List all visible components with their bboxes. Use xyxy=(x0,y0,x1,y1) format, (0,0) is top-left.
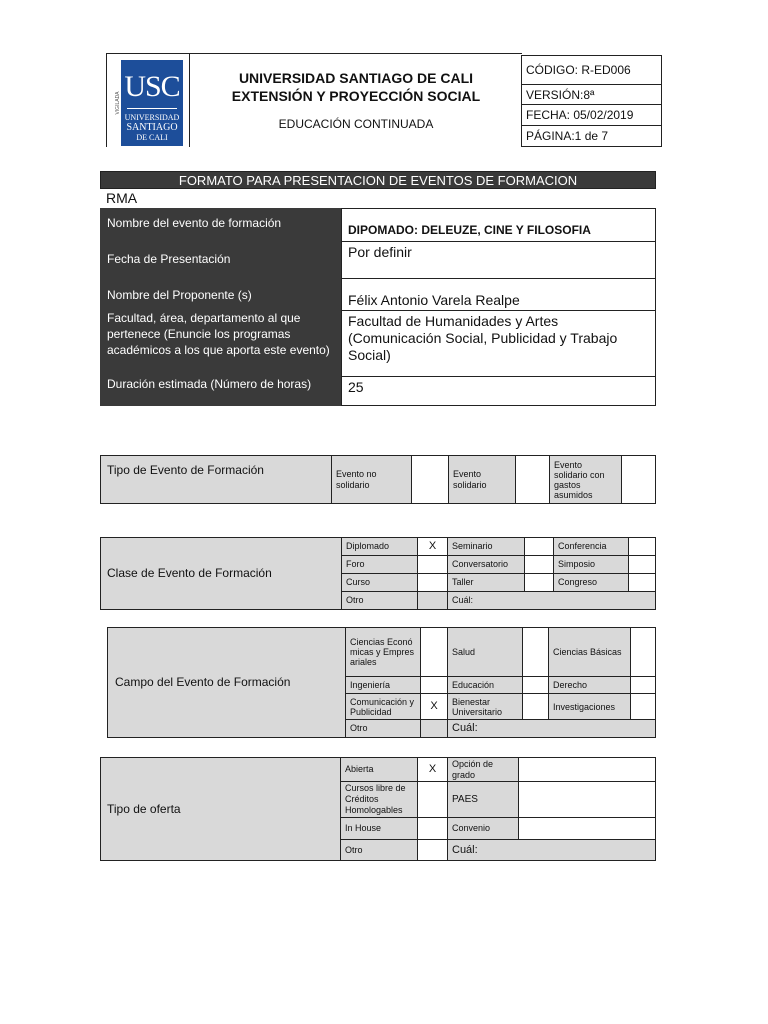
campo-c2-0: Salud xyxy=(447,627,523,677)
campo-box-basicas[interactable] xyxy=(630,627,656,677)
clase-c1-3: Otro xyxy=(341,591,418,610)
campo-c1-0: Ciencias Económicas y Empresariales xyxy=(345,627,421,677)
oferta-c1-0: Abierta xyxy=(340,757,418,782)
value-nombre-evento-text: DIPOMADO: DELEUZE, CINE Y FILOSOFIA xyxy=(348,223,591,237)
clase-box-congreso[interactable] xyxy=(628,573,656,592)
campo-c2-1: Educación xyxy=(447,676,523,694)
clase-box-conferencia[interactable] xyxy=(628,537,656,556)
oferta-box-in-house[interactable] xyxy=(417,817,448,840)
oferta-box-otro[interactable] xyxy=(417,839,448,861)
oferta-box-convenio[interactable] xyxy=(518,817,656,840)
usc-logo xyxy=(121,60,183,146)
tipo-opt-solidario xyxy=(448,455,516,504)
logo-line2: SANTIAGO xyxy=(126,122,178,133)
oferta-c1-2: In House xyxy=(340,817,418,840)
campo-c1-3: Otro xyxy=(345,719,421,738)
tipo-oferta-label xyxy=(100,757,341,861)
oferta-c2-0: Opción de grado xyxy=(447,757,519,782)
oferta-c2-2: Convenio xyxy=(447,817,519,840)
campo-box-ingenieria[interactable] xyxy=(420,676,448,694)
campo-c3-0: Ciencias Básicas xyxy=(548,627,631,677)
clase-box-otro[interactable] xyxy=(417,591,448,610)
oferta-box-paes[interactable] xyxy=(518,781,656,818)
clase-box-foro[interactable] xyxy=(417,555,448,574)
clase-cual[interactable]: Cuál: xyxy=(447,591,656,610)
oferta-box-cursos-libre[interactable] xyxy=(417,781,448,818)
clase-box-conversatorio[interactable] xyxy=(524,555,554,574)
value-fecha: Por definir xyxy=(341,241,656,279)
campo-box-educacion[interactable] xyxy=(522,676,549,694)
campo-c3-2: Investigaciones xyxy=(548,693,631,720)
value-proponente xyxy=(341,278,656,311)
campo-c2-2: Bienestar Universitario xyxy=(447,693,523,720)
value-proponente-text: Félix Antonio Varela Realpe xyxy=(348,292,520,308)
clase-box-taller[interactable] xyxy=(524,573,554,592)
oferta-c1-3: Otro xyxy=(340,839,418,861)
campo-box-comunicacion[interactable]: X xyxy=(420,693,448,720)
oferta-cual[interactable]: Cuál: xyxy=(447,839,656,861)
meta-codigo: CÓDIGO: R-ED006 xyxy=(521,55,662,85)
clase-evento-label-text: Clase de Evento de Formación xyxy=(107,566,272,580)
meta-version: VERSIÓN:8ª xyxy=(521,84,662,105)
clase-evento-label xyxy=(100,537,342,610)
tipo-opt-no-solidario xyxy=(331,455,412,504)
clase-box-curso[interactable] xyxy=(417,573,448,592)
campo-box-economicas[interactable] xyxy=(420,627,448,677)
clase-c2-2: Taller xyxy=(447,573,525,592)
clase-c3-0: Conferencia xyxy=(553,537,629,556)
meta-pagina: PÁGINA:1 de 7 xyxy=(521,125,662,147)
header-title-2: EXTENSIÓN Y PROYECCIÓN SOCIAL xyxy=(231,88,481,104)
campo-box-bienestar[interactable] xyxy=(522,693,549,720)
clase-c1-0: Diplomado xyxy=(341,537,418,556)
logo-side-text: VIGILADA xyxy=(115,91,121,115)
oferta-c1-1: Cursos libre de Créditos Homologables xyxy=(340,781,418,818)
header-subtitle: EDUCACIÓN CONTINUADA xyxy=(278,117,434,131)
campo-box-otro[interactable] xyxy=(420,719,448,738)
clase-c2-1: Conversatorio xyxy=(447,555,525,574)
campo-c1-1: Ingeniería xyxy=(345,676,421,694)
value-duracion: 25 xyxy=(341,376,656,406)
clase-c1-2: Curso xyxy=(341,573,418,592)
tipo-evento-label-text: Tipo de Evento de Formación xyxy=(107,463,264,477)
header-title-1: UNIVERSIDAD SANTIAGO DE CALI xyxy=(238,70,474,86)
form-title-cont: RMA xyxy=(106,190,138,206)
label-facultad: Facultad, área, departamento al que pertenece (Enuncie los programas académicos a los que aporta este evento) xyxy=(107,311,330,357)
tipo-box-no-solidario[interactable] xyxy=(411,455,449,504)
clase-box-seminario[interactable] xyxy=(524,537,554,556)
clase-c2-0: Seminario xyxy=(447,537,525,556)
label-nombre-evento: Nombre del evento de formación xyxy=(107,216,282,230)
tipo-box-solidario[interactable] xyxy=(515,455,550,504)
tipo-opt2-text: Evento solidario xyxy=(453,468,487,490)
label-duracion: Duración estimada (Número de horas) xyxy=(107,377,312,391)
tipo-opt3-text: Evento solidario con gastos asumidos xyxy=(554,459,605,500)
value-nombre-evento xyxy=(341,208,656,242)
header-divider xyxy=(189,53,190,147)
form-title: FORMATO PARA PRESENTACION DE EVENTOS DE FORMACION xyxy=(100,171,656,189)
logo-line3: DE CALI xyxy=(136,133,168,142)
campo-box-salud[interactable] xyxy=(522,627,549,677)
clase-c1-1: Foro xyxy=(341,555,418,574)
logo-big-text: USC xyxy=(124,70,180,103)
clase-box-diplomado[interactable]: X xyxy=(417,537,448,556)
tipo-opt-solidario-gastos xyxy=(549,455,622,504)
logo-line1: UNIVERSIDAD xyxy=(124,113,180,122)
label-fecha: Fecha de Presentación xyxy=(107,252,231,266)
clase-box-simposio[interactable] xyxy=(628,555,656,574)
campo-box-investigaciones[interactable] xyxy=(630,693,656,720)
tipo-opt1-text: Evento no solidario xyxy=(336,468,377,490)
oferta-box-opcion-grado[interactable] xyxy=(518,757,656,782)
tipo-box-solidario-gastos[interactable] xyxy=(621,455,656,504)
value-facultad: Facultad de Humanidades y Artes (Comunicación Social, Publicidad y Trabajo Social) xyxy=(341,310,656,377)
campo-evento-label xyxy=(107,627,346,738)
tipo-oferta-label-text: Tipo de oferta xyxy=(107,801,181,816)
campo-cual[interactable]: Cuál: xyxy=(447,719,656,738)
clase-c3-1: Simposio xyxy=(553,555,629,574)
meta-fecha: FECHA: 05/02/2019 xyxy=(521,104,662,126)
label-proponente: Nombre del Proponente (s) xyxy=(107,288,252,302)
tipo-evento-label xyxy=(100,455,332,504)
campo-evento-label-text: Campo del Evento de Formación xyxy=(115,675,291,689)
campo-c1-2: Comunicación y Publicidad xyxy=(345,693,421,720)
oferta-c2-1: PAES xyxy=(447,781,519,818)
oferta-box-abierta[interactable]: X xyxy=(417,757,448,782)
clase-c3-2: Congreso xyxy=(553,573,629,592)
campo-box-derecho[interactable] xyxy=(630,676,656,694)
campo-c3-1: Derecho xyxy=(548,676,631,694)
